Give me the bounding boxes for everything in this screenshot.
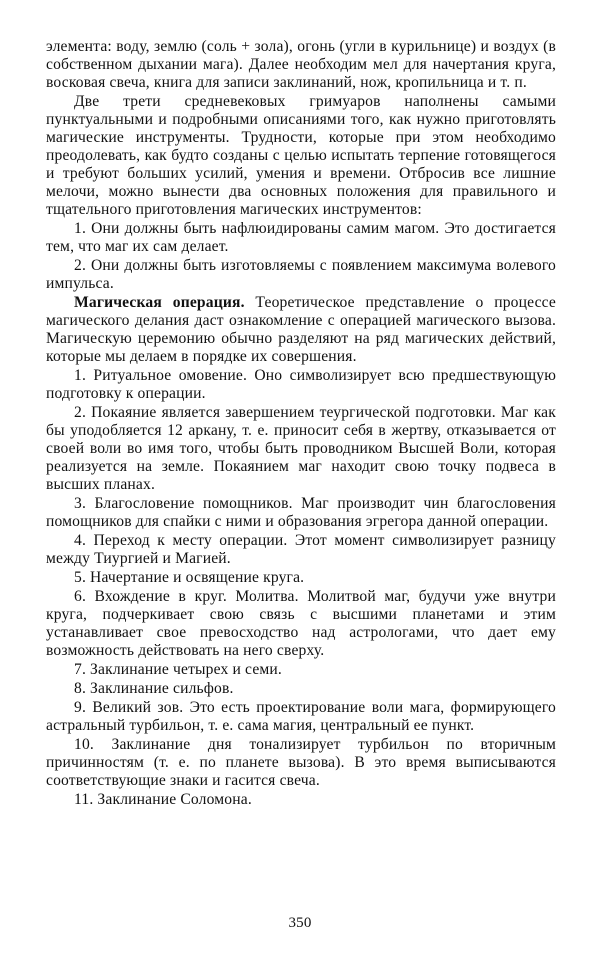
- page-number: 350: [288, 915, 312, 931]
- paragraph: [46, 569, 556, 587]
- paragraph: [46, 404, 556, 494]
- paragraph-text: Две трети средневековых гримуаров наполнены самыми пунктуальными и подробными описаниями того, как нужно приготовлять магические инструменты. Трудности, которые при этом необходимо преодолевать, как будто созданы с целью испытать терпение готовящегося и требуют больших усилий, умения и времени. Отбросив все лишние мелочи, можно вынести два основных положения для правильного и тщательного приготовления магических инструментов:: [46, 93, 556, 218]
- paragraph: [46, 495, 556, 531]
- paragraph: [46, 661, 556, 679]
- paragraph-text: 7. Заклинание четырех и семи.: [74, 661, 282, 678]
- paragraph-text: 2. Они должны быть изготовляемы с появлением максимума волевого импульса.: [46, 257, 556, 292]
- paragraph: [46, 93, 556, 219]
- paragraph: [46, 220, 556, 256]
- paragraph-text: 1. Ритуальное омовение. Оно символизирует всю предшествующую подготовку к операции.: [46, 367, 556, 402]
- paragraph-text: 6. Вхождение в круг. Молитва. Молитвой маг, будучи уже внутри круга, подчеркивает свою связь с высшими планетами и этим устанавливает свое превосходство над астрологами, что дает ему возможность действовать на него сверху.: [46, 588, 556, 659]
- paragraph-text: 3. Благословение помощников. Маг производит чин благословения помощников для спайки с ними и образования эгрегора данной операции.: [46, 495, 556, 530]
- paragraph-text: 9. Великий зов. Это есть проектирование воли мага, формирующего астральный турбильон, т. е. сама магия, центральный ее пункт.: [46, 699, 556, 734]
- paragraph-text: 2. Покаяние является завершением теургической подготовки. Маг как бы уподобляется 12 аркану, т. е. приносит себя в жертву, отказывается от своей воли во имя того, чтобы быть проводником Высшей Воли, которая реализуется на земле. Покаянием маг находит свою точку подвеса в высших планах.: [46, 404, 556, 493]
- paragraph-text: 1. Они должны быть нафлюидированы самим магом. Это достигается тем, что маг их сам делает.: [46, 220, 556, 255]
- paragraph-text: Теоретическое представление о процессе магического делания даст ознакомление с операцией магического вызова. Магическую церемонию обычно разделяют на ряд магических действий, которые мы делаем в порядке их совершения.: [46, 294, 556, 365]
- paragraph: [46, 367, 556, 403]
- paragraph-text: 11. Заклинание Соломона.: [74, 791, 252, 808]
- paragraph: [46, 588, 556, 660]
- paragraph: [46, 680, 556, 698]
- paragraph-text: 5. Начертание и освящение круга.: [74, 569, 305, 586]
- paragraph: [46, 532, 556, 568]
- paragraph-text: 10. Заклинание дня тонализирует турбильон по вторичным причинностям (т. е. по планете вызова). В это время выписываются соответствующие знаки и гасится свеча.: [46, 736, 556, 789]
- paragraph-continuation: [46, 38, 556, 92]
- paragraph-text: 4. Переход к месту операции. Этот момент символизирует разницу между Тиургией и Магией.: [46, 532, 556, 567]
- paragraph-text: элемента: воду, землю (соль + зола), огонь (угли в курильнице) и воздух (в собственном дыхании мага). Далее необходим мел для начертания круга, восковая свеча, книга для записи заклинаний, нож, кропильница и т. п.: [46, 38, 556, 91]
- paragraph: [46, 791, 556, 809]
- section-heading-runin: Магическая операция.: [74, 294, 245, 311]
- paragraph: [46, 257, 556, 293]
- paragraph: [46, 736, 556, 790]
- paragraph-text: 8. Заклинание сильфов.: [74, 680, 234, 697]
- page-text: [46, 38, 556, 809]
- paragraph-section-start: [46, 294, 556, 366]
- paragraph: [46, 699, 556, 735]
